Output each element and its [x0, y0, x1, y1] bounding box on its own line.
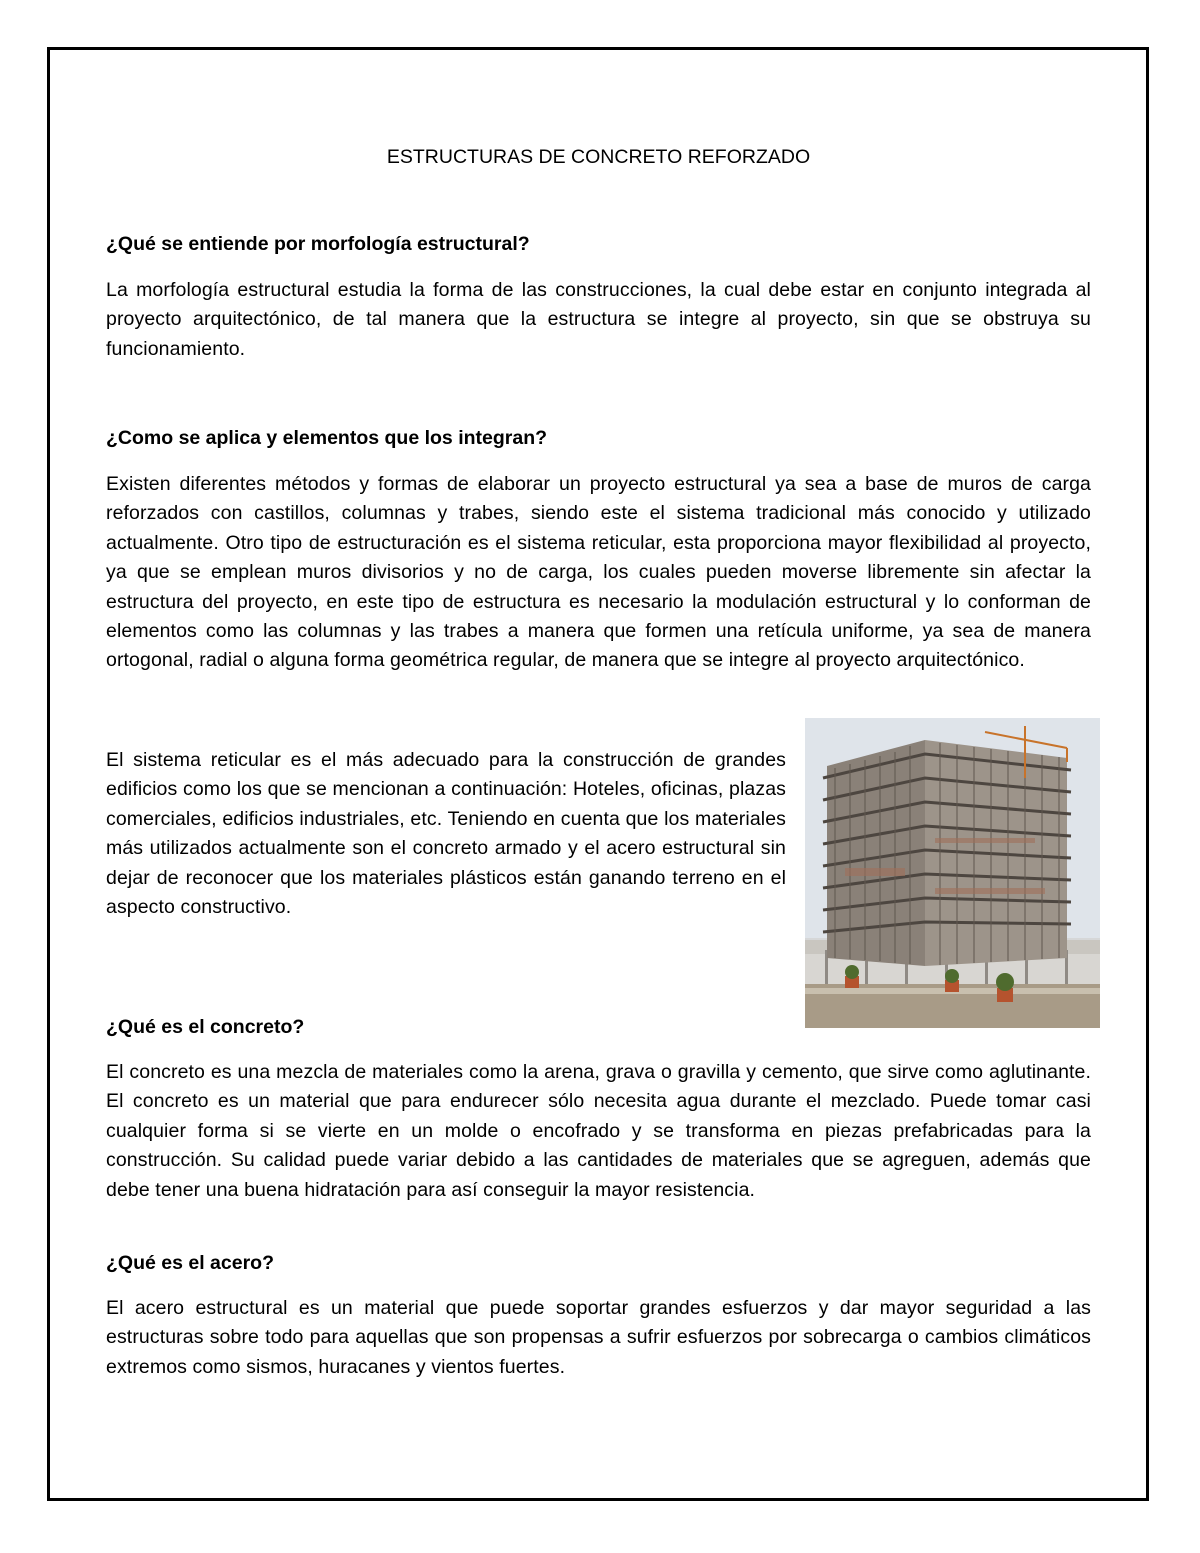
paragraph-metodos: Existen diferentes métodos y formas de elaborar un proyecto estructural ya sea a base de muros de carga reforzados con castillos, columnas y trabes, siendo este el sistema tradicional más conocido y utilizado actualmente. Otro tipo de estructuración es el sistema reticular, esta proporciona mayor flexibilidad al proyecto, ya que se emplean muros divisorios y no de carga, los cuales pueden moverse libremente sin afectar la estructura del proyecto, en este tipo de estructura es necesario la modulación estructural y lo conforman de elementos como las columnas y las trabes a manera que formen una retícula uniforme, ya sea de manera ortogonal, radial o alguna forma geométrica regular, de manera que se integre al proyecto arquitectónico. — [106, 473, 1091, 672]
paragraph-acero: El acero estructural es un material que puede soportar grandes esfuerzos y dar mayor seguridad a las estructuras sobre todo para aquellas que son propensas a sufrir esfuerzos por sobrecarga o cambios climáticos extremos como sismos, huracanes y vientos fuertes. — [106, 1297, 1091, 1378]
document-title: ESTRUCTURAS DE CONCRETO REFORZADO — [386, 146, 811, 168]
section-heading-acero: ¿Qué es el acero? — [106, 1252, 274, 1274]
paragraph-morfologia: La morfología estructural estudia la forma de las construcciones, la cual debe estar en conjunto integrada al proyecto arquitectónico, de tal manera que la estructura se integre al proyecto, sin que se obstruya su funcionamiento. — [106, 279, 1091, 360]
section-heading-concreto: ¿Qué es el concreto? — [106, 1016, 305, 1038]
section-heading-aplicacion: ¿Como se aplica y elementos que los integran? — [106, 427, 548, 449]
paragraph-concreto: El concreto es una mezcla de materiales como la arena, grava o gravilla y cemento, que sirve como aglutinante. El concreto es un material que para endurecer sólo necesita agua durante el mezclado. Puede tomar casi cualquier forma si se vierte en un molde o encofrado y se transforma en piezas prefabricadas para la construcción. Su calidad puede variar debido a las cantidades de materiales que se agreguen, además que debe tener una buena hidratación para así conseguir la mayor resistencia. — [106, 1061, 1091, 1201]
section-heading-morfologia: ¿Qué se entiende por morfología estructural? — [106, 233, 530, 255]
paragraph-sistema-reticular: El sistema reticular es el más adecuado para la construcción de grandes edificios como los que se mencionan a continuación: Hoteles, oficinas, plazas comerciales, edificios industriales, etc. Teniendo en cuenta que los materiales más utilizados actualmente son el concreto armado y el acero estructural sin dejar de reconocer que los materiales plásticos están ganando terreno en el aspecto constructivo. — [106, 749, 786, 919]
building-under-construction-image — [805, 718, 1100, 1028]
